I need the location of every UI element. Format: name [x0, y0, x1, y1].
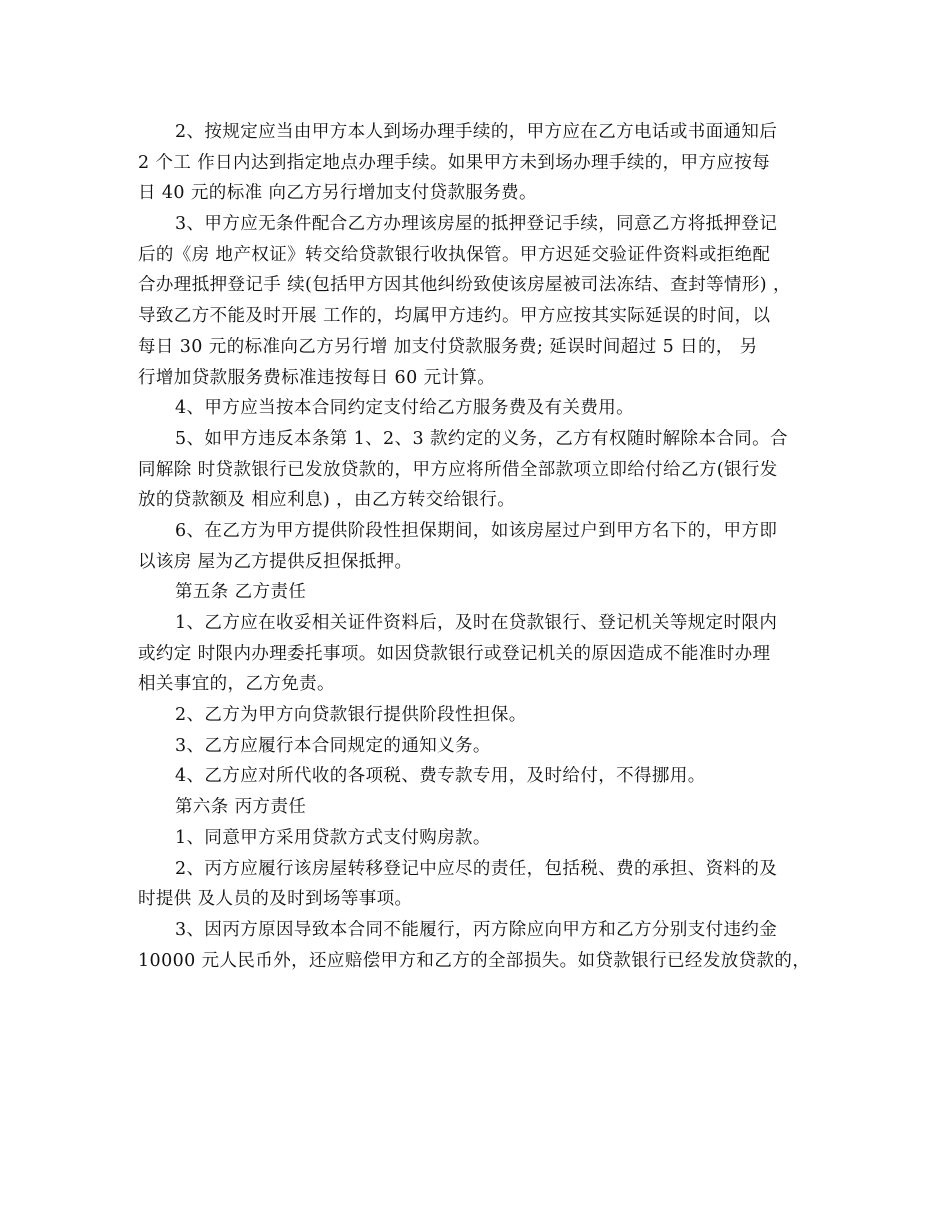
- text-line: 2、按规定应当由甲方本人到场办理手续的，甲方应在乙方电话或书面通知后: [175, 122, 778, 142]
- text-line: 导致乙方不能及时开展 工作的，均属甲方违约。甲方应按其实际延误的时间，以: [138, 306, 771, 327]
- section-heading: 第六条 丙方责任: [175, 797, 307, 818]
- text-line: 2、乙方为甲方向贷款银行提供阶段性担保。: [175, 705, 527, 726]
- text-line: 2、丙方应履行该房屋转移登记中应尽的责任，包括税、费的承担、资料的及: [175, 858, 778, 879]
- text-line: 合办理抵押登记手 续(包括甲方因其他纠纷致使该房屋被司法冻结、查封等情形) ，: [138, 275, 791, 296]
- text-line: 10000 元人民币外，还应赔偿甲方和乙方的全部损失。如贷款银行已经发放贷款的，: [138, 950, 811, 971]
- text-line: 行增加贷款服务费标准违按每日 60 元计算。: [138, 367, 496, 388]
- text-line: 3、因丙方原因导致本合同不能履行，丙方除应向甲方和乙方分别支付违约金: [175, 919, 778, 940]
- section-heading: 第五条 乙方责任: [175, 582, 307, 603]
- text-line: 后的《房 地产权证》转交给贷款银行收执保管。甲方迟延交验证件资料或拒绝配: [138, 244, 771, 265]
- text-line: 6、在乙方为甲方提供阶段性担保期间，如该房屋过户到甲方名下的，甲方即: [175, 520, 778, 541]
- text-line: 每日 30 元的标准向乙方另行增 加支付贷款服务费; 延误时间超过 5 日的， 另: [138, 336, 758, 357]
- text-line: 3、甲方应无条件配合乙方办理该房屋的抵押登记手续，同意乙方将抵押登记: [175, 214, 778, 235]
- text-line: 或约定 时限内办理委托事项。如因贷款银行或登记机关的原因造成不能准时办理: [138, 643, 771, 664]
- text-line: 相关事宜的，乙方免责。: [138, 674, 335, 695]
- text-line: 3、乙方应履行本合同规定的通知义务。: [175, 735, 491, 756]
- text-line: 1、同意甲方采用贷款方式支付购房款。: [175, 827, 491, 848]
- text-line: 同解除 时贷款银行已发放贷款的，甲方应将所借全部款项立即给付给乙方(银行发: [138, 459, 778, 480]
- text-line: 时提供 及人员的及时到场等事项。: [138, 889, 413, 910]
- text-line: 4、乙方应对所代收的各项税、费专款专用，及时给付，不得挪用。: [175, 766, 706, 787]
- text-line: 4、甲方应当按本合同约定支付给乙方服务费及有关费用。: [175, 398, 635, 419]
- text-line: 日 40 元的标准 向乙方另行增加支付贷款服务费。: [138, 183, 537, 204]
- text-line: 1、乙方应在收妥相关证件资料后，及时在贷款银行、登记机关等规定时限内: [175, 613, 778, 633]
- text-line: 2 个工 作日内达到指定地点办理手续。如果甲方未到场办理手续的，甲方应按每: [138, 152, 771, 173]
- text-line: 放的贷款额及 相应利息) ，由乙方转交给银行。: [138, 490, 516, 511]
- text-line: 以该房 屋为乙方提供反担保抵押。: [138, 551, 413, 572]
- document-body: [138, 117, 828, 976]
- text-line: 5、如甲方违反本条第 1、2、3 款约定的义务，乙方有权随时解除本合同。合: [175, 428, 788, 449]
